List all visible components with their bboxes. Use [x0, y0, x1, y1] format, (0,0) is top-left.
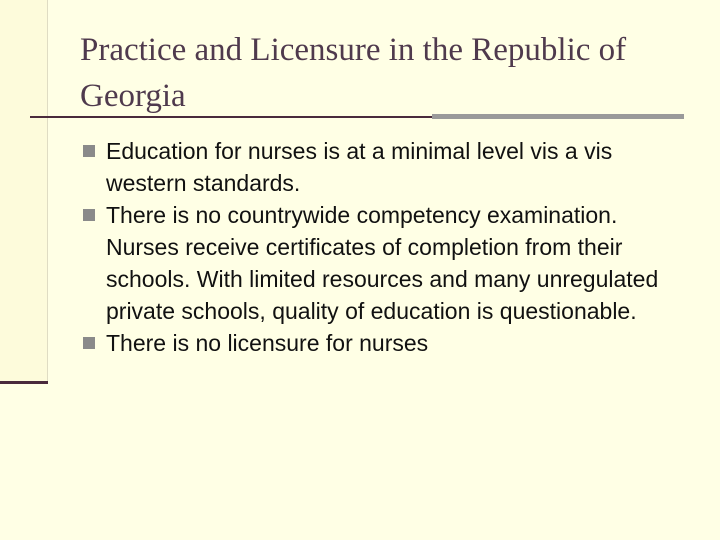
left-decorative-bar: [0, 0, 48, 384]
title-underline-accent: [432, 114, 684, 119]
left-decorative-rule: [0, 381, 48, 384]
bullet-text: There is no countrywide competency examination. Nurses receive certificates of completion from their schools. With limited resources and many unregulated private schools, quality of education is questionable.: [106, 202, 659, 324]
slide-title: Practice and Licensure in the Republic of Georgia: [80, 32, 627, 114]
bullet-text: Education for nurses is at a minimal level vis a vis western standards.: [106, 138, 613, 196]
bullet-list: [82, 135, 682, 359]
bullet-text: There is no licensure for nurses: [106, 330, 429, 356]
bullet-item: [82, 135, 682, 199]
bullet-item: [82, 199, 682, 327]
square-bullet-icon: [83, 209, 95, 221]
bullet-item: [82, 327, 682, 359]
square-bullet-icon: [83, 337, 95, 349]
square-bullet-icon: [83, 145, 95, 157]
title-underline: [30, 116, 432, 118]
